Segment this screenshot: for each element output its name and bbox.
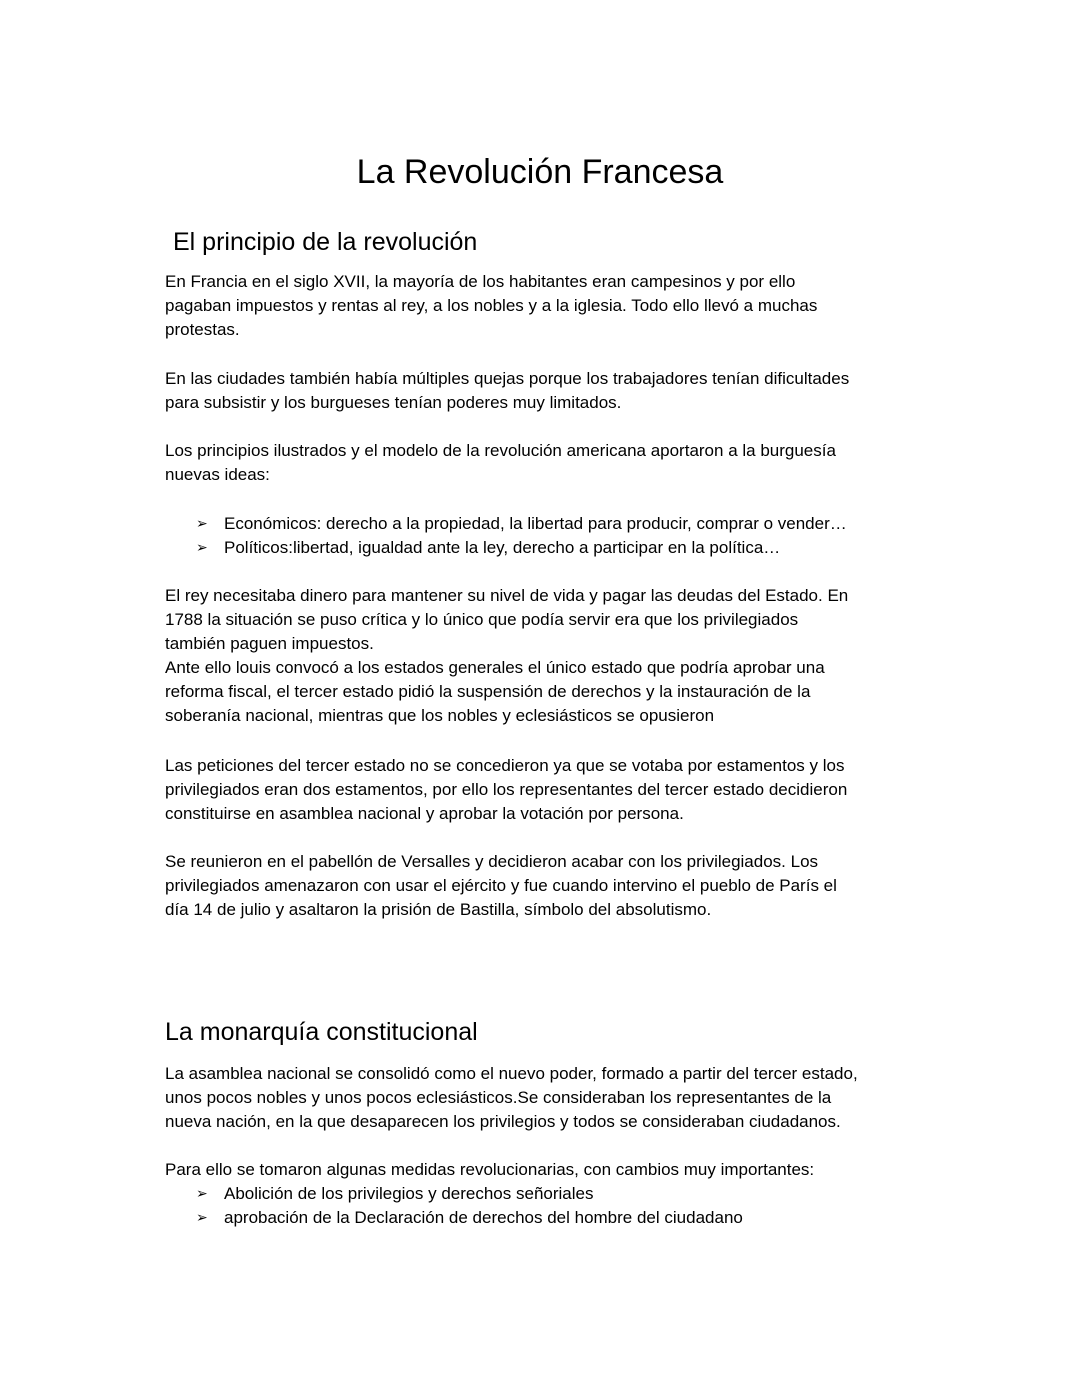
text-line: protestas. bbox=[165, 320, 240, 339]
text-line: privilegiados eran dos estamentos, por ello los representantes del tercer estado decidieron bbox=[165, 780, 848, 799]
text-line: constituirse en asamblea nacional y aprobar la votación por persona. bbox=[165, 804, 684, 823]
document-title: La Revolución Francesa bbox=[356, 153, 724, 191]
paragraph-1 bbox=[165, 270, 925, 342]
text-line: En las ciudades también había múltiples quejas porque los trabajadores tenían dificultades bbox=[165, 369, 850, 388]
text-line: Ante ello louis convocó a los estados generales el único estado que podría aprobar una bbox=[165, 658, 825, 677]
text-line: privilegiados amenazaron con usar el ejército y fue cuando intervino el pueblo de París el bbox=[165, 876, 837, 895]
text-line: reforma fiscal, el tercer estado pidió la suspensión de derechos y la instauración de la bbox=[165, 682, 811, 701]
list-item bbox=[196, 512, 847, 536]
list-item-text: Abolición de los privilegios y derechos señoriales bbox=[224, 1184, 594, 1203]
text-line: nuevas ideas: bbox=[165, 465, 270, 484]
text-line: día 14 de julio y asaltaron la prisión de Bastilla, símbolo del absolutismo. bbox=[165, 900, 712, 919]
text-line: La asamblea nacional se consolidó como el nuevo poder, formado a partir del tercer estado, bbox=[165, 1064, 858, 1083]
text-line: 1788 la situación se puso crítica y lo único que podía servir era que los privilegiados bbox=[165, 610, 799, 629]
text-line: unos pocos nobles y unos pocos eclesiásticos.Se consideraban los representantes de la bbox=[165, 1088, 832, 1107]
paragraph-3 bbox=[165, 439, 925, 487]
text-line: Las peticiones del tercer estado no se concedieron ya que se votaba por estamentos y los bbox=[165, 756, 845, 775]
arrow-bullet-icon: ➢ bbox=[196, 516, 208, 532]
list-item bbox=[196, 1206, 743, 1230]
arrow-bullet-icon: ➢ bbox=[196, 1186, 208, 1202]
list-item bbox=[196, 536, 847, 560]
text-line: nueva nación, en la que desaparecen los privilegios y todos se consideraban ciudadanos. bbox=[165, 1112, 841, 1131]
list-item-text: aprobación de la Declaración de derechos del hombre del ciudadano bbox=[224, 1208, 743, 1227]
text-line: soberanía nacional, mientras que los nobles y eclesiásticos se opusieron bbox=[165, 706, 715, 725]
arrow-bullet-icon: ➢ bbox=[196, 540, 208, 556]
section-heading-principio: El principio de la revolución bbox=[173, 228, 478, 256]
text-line: también paguen impuestos. bbox=[165, 634, 374, 653]
paragraph-2 bbox=[165, 367, 925, 415]
list-item-text: Económicos: derecho a la propiedad, la libertad para producir, comprar o vender… bbox=[224, 514, 847, 533]
text-line: para subsistir y los burgueses tenían poderes muy limitados. bbox=[165, 393, 622, 412]
text-line: Para ello se tomaron algunas medidas revolucionarias, con cambios muy importantes: bbox=[165, 1160, 815, 1179]
arrow-bullet-icon: ➢ bbox=[196, 1210, 208, 1226]
paragraph-5 bbox=[165, 754, 925, 826]
paragraph-6 bbox=[165, 850, 925, 922]
ideas-bullet-list bbox=[196, 512, 847, 560]
text-line: Se reunieron en el pabellón de Versalles y decidieron acabar con los privilegiados. Los bbox=[165, 852, 819, 871]
text-line: En Francia en el siglo XVII, la mayoría de los habitantes eran campesinos y por ello bbox=[165, 272, 796, 291]
text-line: Los principios ilustrados y el modelo de la revolución americana aportaron a la burguesía bbox=[165, 441, 836, 460]
list-item bbox=[196, 1182, 743, 1206]
list-item-text: Políticos:libertad, igualdad ante la ley, derecho a participar en la política… bbox=[224, 538, 781, 557]
paragraph-7 bbox=[165, 1062, 925, 1134]
measures-bullet-list bbox=[196, 1182, 743, 1230]
section-heading-monarquia: La monarquía constitucional bbox=[165, 1018, 478, 1046]
text-line: pagaban impuestos y rentas al rey, a los nobles y a la iglesia. Todo ello llevó a muchas bbox=[165, 296, 818, 315]
paragraph-8 bbox=[165, 1158, 925, 1182]
paragraph-4 bbox=[165, 584, 925, 728]
text-line: El rey necesitaba dinero para mantener su nivel de vida y pagar las deudas del Estado. En bbox=[165, 586, 849, 605]
